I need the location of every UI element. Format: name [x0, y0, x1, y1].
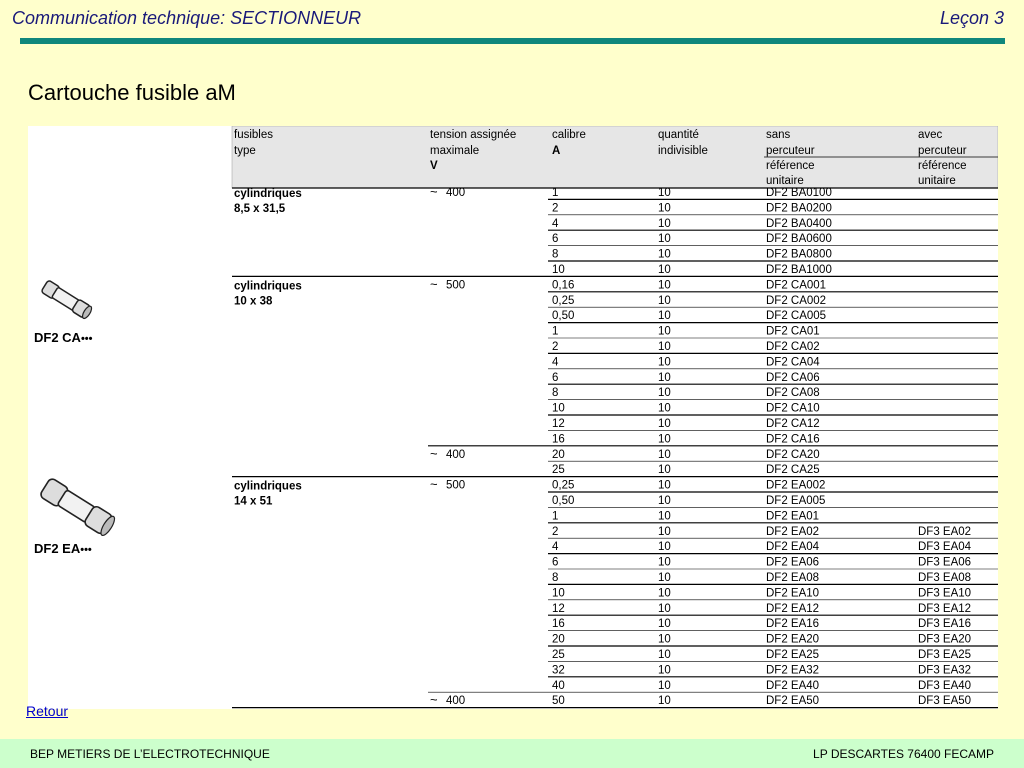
rating-cell: 0,16 [552, 279, 575, 292]
rating-cell: 25 [552, 649, 565, 661]
ref-sans-percuteur: DF2 EA10 [766, 587, 820, 600]
ref-sans-percuteur: DF2 EA02 [766, 525, 820, 538]
quantity-cell: 10 [658, 464, 671, 477]
quantity-cell: 10 [658, 264, 671, 276]
header-avec-percuteur: unitaire [918, 175, 956, 187]
ref-sans-percuteur: DF2 EA16 [766, 618, 820, 631]
ref-sans-percuteur: DF2 CA005 [766, 310, 827, 323]
header-calibre: calibre [552, 129, 586, 141]
ref-sans-percuteur: DF2 EA002 [766, 479, 826, 492]
ref-sans-percuteur: DF2 EA12 [766, 602, 820, 615]
quantity-cell: 10 [658, 556, 671, 569]
rating-cell: 8 [552, 248, 559, 261]
rating-cell: 2 [552, 525, 559, 538]
ref-avec-percuteur: DF3 EA02 [918, 525, 972, 538]
ref-avec-percuteur: DF3 EA50 [918, 695, 972, 708]
rating-cell: 6 [552, 371, 559, 384]
quantity-cell: 10 [658, 217, 671, 230]
rating-cell: 16 [552, 433, 565, 446]
fuse-table [28, 126, 998, 709]
header-fusibles: fusibles [234, 129, 273, 141]
quantity-cell: 10 [658, 233, 671, 246]
ac-tilde-icon: ~ [430, 276, 438, 292]
quantity-cell: 10 [658, 633, 671, 646]
voltage-cell: 400 [446, 695, 466, 708]
rating-cell: 4 [552, 541, 559, 554]
fuse-type-label: cylindriques [234, 480, 302, 493]
ref-sans-percuteur: DF2 BA1000 [766, 264, 832, 276]
rating-cell: 32 [552, 664, 565, 677]
rating-cell: 20 [552, 448, 565, 461]
ref-sans-percuteur: DF2 CA01 [766, 325, 820, 338]
ref-avec-percuteur: DF3 EA32 [918, 664, 972, 677]
rating-cell: 0,25 [552, 479, 575, 492]
quantity-cell: 10 [658, 371, 671, 384]
ref-avec-percuteur: DF3 EA10 [918, 587, 972, 600]
rating-cell: 1 [552, 325, 559, 338]
quantity-cell: 10 [658, 664, 671, 677]
rating-cell: 25 [552, 464, 565, 477]
rating-cell: 10 [552, 264, 565, 276]
rating-cell: 0,50 [552, 495, 575, 507]
rating-cell: 6 [552, 233, 559, 246]
header-quantite: indivisible [658, 145, 708, 157]
ref-sans-percuteur: DF2 EA01 [766, 510, 820, 523]
ref-sans-percuteur: DF2 CA20 [766, 448, 820, 461]
ref-sans-percuteur: DF2 EA06 [766, 556, 820, 569]
ref-sans-percuteur: DF2 CA06 [766, 371, 820, 384]
ref-sans-percuteur: DF2 CA10 [766, 402, 820, 415]
quantity-cell: 10 [658, 679, 671, 692]
retour-link[interactable]: Retour [26, 703, 69, 719]
rating-cell: 1 [552, 187, 559, 199]
footer [0, 739, 1024, 768]
quantity-cell: 10 [658, 356, 671, 369]
ref-sans-percuteur: DF2 CA002 [766, 294, 827, 307]
rating-cell: 20 [552, 633, 565, 646]
header-title: Communication technique: SECTIONNEUR [12, 8, 362, 28]
rating-cell: 8 [552, 572, 559, 584]
footer-right-text: LP DESCARTES 76400 FECAMP [813, 747, 994, 761]
quantity-cell: 10 [658, 695, 671, 708]
ref-sans-percuteur: DF2 BA0800 [766, 248, 832, 261]
quantity-cell: 10 [658, 479, 671, 492]
fuse-type-size: 14 x 51 [234, 495, 273, 508]
ac-tilde-icon: ~ [430, 692, 438, 708]
ref-sans-percuteur: DF2 EA40 [766, 679, 820, 692]
ref-sans-percuteur: DF2 CA001 [766, 279, 827, 292]
quantity-cell: 10 [658, 649, 671, 661]
ref-avec-percuteur: DF3 EA40 [918, 679, 972, 692]
header-quantite: quantité [658, 129, 699, 141]
fuse-type-label: cylindriques [234, 280, 302, 293]
ref-sans-percuteur: DF2 CA02 [766, 341, 820, 353]
ac-tilde-icon: ~ [430, 445, 438, 461]
header-sans-percuteur: percuteur [766, 145, 815, 157]
ac-tilde-icon: ~ [430, 476, 438, 492]
ref-sans-percuteur: DF2 CA16 [766, 433, 820, 446]
page-title: Cartouche fusible aM [28, 80, 236, 105]
rating-cell: 40 [552, 679, 565, 692]
quantity-cell: 10 [658, 448, 671, 461]
fuse-type-label: cylindriques [234, 188, 302, 200]
rating-cell: 12 [552, 418, 565, 430]
header-tension: maximale [430, 145, 480, 157]
ref-sans-percuteur: DF2 EA08 [766, 572, 820, 584]
rating-cell: 10 [552, 402, 565, 415]
quantity-cell: 10 [658, 587, 671, 600]
ref-avec-percuteur: DF3 EA04 [918, 541, 972, 554]
footer-left-text: BEP METIERS DE L’ELECTROTECHNIQUE [30, 747, 270, 761]
ref-sans-percuteur: DF2 CA12 [766, 418, 820, 430]
quantity-cell: 10 [658, 495, 671, 507]
header-tension: V [430, 160, 438, 172]
header-tension: tension assignée [430, 129, 517, 141]
fuse-label-ea: DF2 EA••• [34, 541, 92, 556]
header-fusibles: type [234, 145, 256, 157]
quantity-cell: 10 [658, 187, 671, 199]
ref-sans-percuteur: DF2 BA0100 [766, 187, 832, 199]
rating-cell: 4 [552, 217, 559, 230]
fuse-reference-sheet [28, 126, 998, 709]
voltage-cell: 500 [446, 479, 466, 492]
rating-cell: 8 [552, 387, 559, 400]
voltage-cell: 400 [446, 448, 466, 461]
ref-sans-percuteur: DF2 EA005 [766, 495, 826, 507]
ac-tilde-icon: ~ [430, 184, 438, 199]
quantity-cell: 10 [658, 602, 671, 615]
rating-cell: 12 [552, 602, 565, 615]
ref-avec-percuteur: DF3 EA20 [918, 633, 972, 646]
quantity-cell: 10 [658, 325, 671, 338]
header-calibre: A [552, 145, 561, 157]
rating-cell: 0,50 [552, 310, 575, 323]
quantity-cell: 10 [658, 310, 671, 323]
quantity-cell: 10 [658, 202, 671, 215]
rating-cell: 0,25 [552, 294, 575, 307]
rating-cell: 50 [552, 695, 565, 708]
quantity-cell: 10 [658, 402, 671, 415]
ref-avec-percuteur: DF3 EA12 [918, 602, 972, 615]
ref-avec-percuteur: DF3 EA08 [918, 572, 972, 584]
ref-sans-percuteur: DF2 CA08 [766, 387, 820, 400]
quantity-cell: 10 [658, 387, 671, 400]
quantity-cell: 10 [658, 618, 671, 631]
voltage-cell: 400 [446, 187, 466, 199]
rating-cell: 4 [552, 356, 559, 369]
rating-cell: 10 [552, 587, 565, 600]
ref-sans-percuteur: DF2 BA0400 [766, 217, 832, 230]
header-divider [20, 38, 1005, 44]
header-avec-percuteur: référence [918, 160, 967, 172]
rating-cell: 16 [552, 618, 565, 631]
rating-cell: 1 [552, 510, 559, 523]
quantity-cell: 10 [658, 572, 671, 584]
fuse-label-ca: DF2 CA••• [34, 330, 93, 345]
ref-sans-percuteur: DF2 EA20 [766, 633, 820, 646]
quantity-cell: 10 [658, 294, 671, 307]
ref-sans-percuteur: DF2 CA25 [766, 464, 820, 477]
lesson-number: Leçon 3 [939, 8, 1004, 28]
quantity-cell: 10 [658, 433, 671, 446]
ref-sans-percuteur: DF2 EA32 [766, 664, 820, 677]
header-sans-percuteur: sans [766, 129, 791, 141]
quantity-cell: 10 [658, 418, 671, 430]
quantity-cell: 10 [658, 341, 671, 353]
voltage-cell: 500 [446, 279, 466, 292]
quantity-cell: 10 [658, 541, 671, 554]
quantity-cell: 10 [658, 510, 671, 523]
header-avec-percuteur: avec [918, 129, 943, 141]
ref-avec-percuteur: DF3 EA25 [918, 649, 972, 661]
fuse-type-size: 8,5 x 31,5 [234, 203, 286, 215]
fuse-type-size: 10 x 38 [234, 295, 273, 308]
ref-avec-percuteur: DF3 EA06 [918, 556, 972, 569]
quantity-cell: 10 [658, 525, 671, 538]
ref-sans-percuteur: DF2 BA0600 [766, 233, 832, 246]
header-sans-percuteur: unitaire [766, 175, 804, 187]
rating-cell: 6 [552, 556, 559, 569]
ref-sans-percuteur: DF2 EA04 [766, 541, 820, 554]
header-sans-percuteur: référence [766, 160, 815, 172]
ref-sans-percuteur: DF2 BA0200 [766, 202, 832, 215]
ref-sans-percuteur: DF2 EA25 [766, 649, 820, 661]
ref-sans-percuteur: DF2 CA04 [766, 356, 820, 369]
header-avec-percuteur: percuteur [918, 145, 967, 157]
rating-cell: 2 [552, 202, 559, 215]
ref-sans-percuteur: DF2 EA50 [766, 695, 820, 708]
ref-avec-percuteur: DF3 EA16 [918, 618, 972, 631]
quantity-cell: 10 [658, 279, 671, 292]
quantity-cell: 10 [658, 248, 671, 261]
rating-cell: 2 [552, 341, 559, 353]
